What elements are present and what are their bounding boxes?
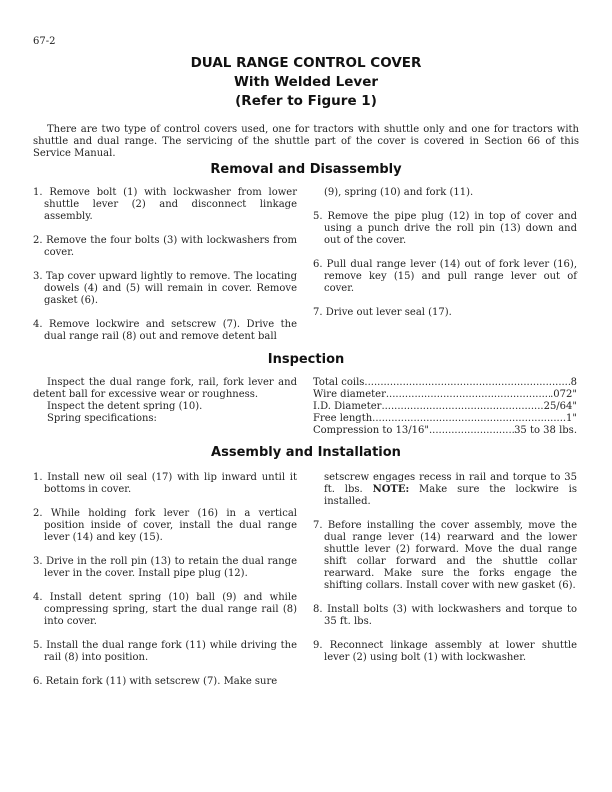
spec-value: 1": [566, 413, 577, 424]
removal-right-column: [313, 187, 577, 331]
assembly-step-2: 2. While holding fork lever (16) in a vertical position inside of cover, install the dual range lever (14) and key (15).: [33, 508, 297, 543]
spec-row: [313, 425, 577, 437]
assembly-step-3: 3. Drive in the roll pin (13) to retain the dual range lever in the cover. Install pipe plug (12).: [33, 556, 297, 579]
page-number: 67-2: [33, 36, 56, 47]
title-line-3: (Refer to Figure 1): [235, 93, 377, 109]
removal-step-6: 6. Pull dual range lever (14) out of fork lever (16), remove key (15) and pull range lever out of cover.: [313, 259, 577, 294]
assembly-step-4: 4. Install detent spring (10) ball (9) and while compressing spring, start the dual range rail (8) into cover.: [33, 592, 297, 627]
spec-row: [313, 389, 577, 401]
removal-step-1: 1. Remove bolt (1) with lockwasher from lower shuttle lever (2) and disconnect linkage assembly.: [33, 187, 297, 222]
removal-step-4: 4. Remove lockwire and setscrew (7). Drive the dual range rail (8) out and remove detent ball: [33, 319, 297, 342]
inspection-paragraph-1: Inspect the dual range fork, rail, fork lever and detent ball for excessive wear or roughness.: [33, 377, 297, 400]
spec-row: [313, 413, 577, 425]
removal-step-4-continued: (9), spring (10) and fork (11).: [324, 187, 474, 198]
assembly-step-1: 1. Install new oil seal (17) with lip inward until it bottoms in cover.: [33, 472, 297, 495]
removal-left-column: [33, 187, 297, 355]
assembly-step-6-continued: [313, 472, 577, 508]
removal-heading: Removal and Disassembly: [210, 162, 402, 177]
assembly-heading: Assembly and Installation: [211, 445, 401, 460]
assembly-step-7: 7. Before installing the cover assembly, move the dual range lever (14) rearward and the lower shuttle lever (2) forward. Move the dual range shift collar forward and the shuttle collar rearward. Make sure the forks engage the shifting collars. Install cover with new gasket (6).: [313, 520, 577, 591]
assembly-step-9: 9. Reconnect linkage assembly at lower shuttle lever (2) using bolt (1) with lockwasher.: [313, 640, 577, 663]
intro-paragraph: There are two type of control covers used, one for tractors with shuttle only and one for tractors with shuttle and dual range. The servicing of the shuttle part of the cover is covered in Section 66 of this Service Manual.: [33, 124, 579, 159]
assembly-step-5: 5. Install the dual range fork (11) while driving the rail (8) into position.: [33, 640, 297, 663]
title-line-1: DUAL RANGE CONTROL COVER: [190, 55, 422, 71]
spec-label: Compression to 13/16": [313, 425, 429, 436]
spec-value: 8: [570, 377, 577, 388]
spec-value: 25/64": [543, 401, 577, 412]
spec-label: Wire diameter: [313, 389, 386, 400]
spec-label: Total coils: [313, 377, 365, 388]
continued-text: setscrew engages recess in rail and torque to 35 ft. lbs.: [324, 472, 577, 495]
removal-step-2: 2. Remove the four bolts (3) with lockwashers from cover.: [33, 235, 297, 258]
inspection-paragraph-2: Inspect the detent spring (10).: [47, 401, 203, 412]
inspection-text: [33, 377, 297, 425]
note-label: NOTE:: [372, 484, 410, 495]
assembly-step-6: 6. Retain fork (11) with setscrew (7). Make sure: [33, 676, 278, 687]
spec-row: [313, 377, 577, 389]
assembly-left-column: [33, 472, 297, 700]
spec-label: Free length: [313, 413, 373, 424]
spec-label: I.D. Diameter: [313, 401, 382, 412]
title-line-2: With Welded Lever: [233, 74, 379, 90]
spec-value: 35 to 38 lbs.: [514, 425, 577, 436]
assembly-right-column: [313, 472, 577, 676]
spring-specs-table: [313, 377, 577, 437]
removal-step-3: 3. Tap cover upward lightly to remove. The locating dowels (4) and (5) will remain in cover. Remove gasket (6).: [33, 271, 297, 306]
removal-step-5: 5. Remove the pipe plug (12) in top of cover and using a punch drive the roll pin (13) down and out of the cover.: [313, 211, 577, 246]
assembly-step-8: 8. Install bolts (3) with lockwashers and torque to 35 ft. lbs.: [313, 604, 577, 627]
inspection-heading: Inspection: [267, 352, 345, 367]
removal-step-7: 7. Drive out lever seal (17).: [313, 307, 452, 318]
spec-value: .072": [550, 389, 577, 400]
inspection-paragraph-3: Spring specifications:: [47, 413, 157, 424]
note-text: Make sure the lockwire is installed.: [324, 484, 577, 507]
spec-row: [313, 401, 577, 413]
